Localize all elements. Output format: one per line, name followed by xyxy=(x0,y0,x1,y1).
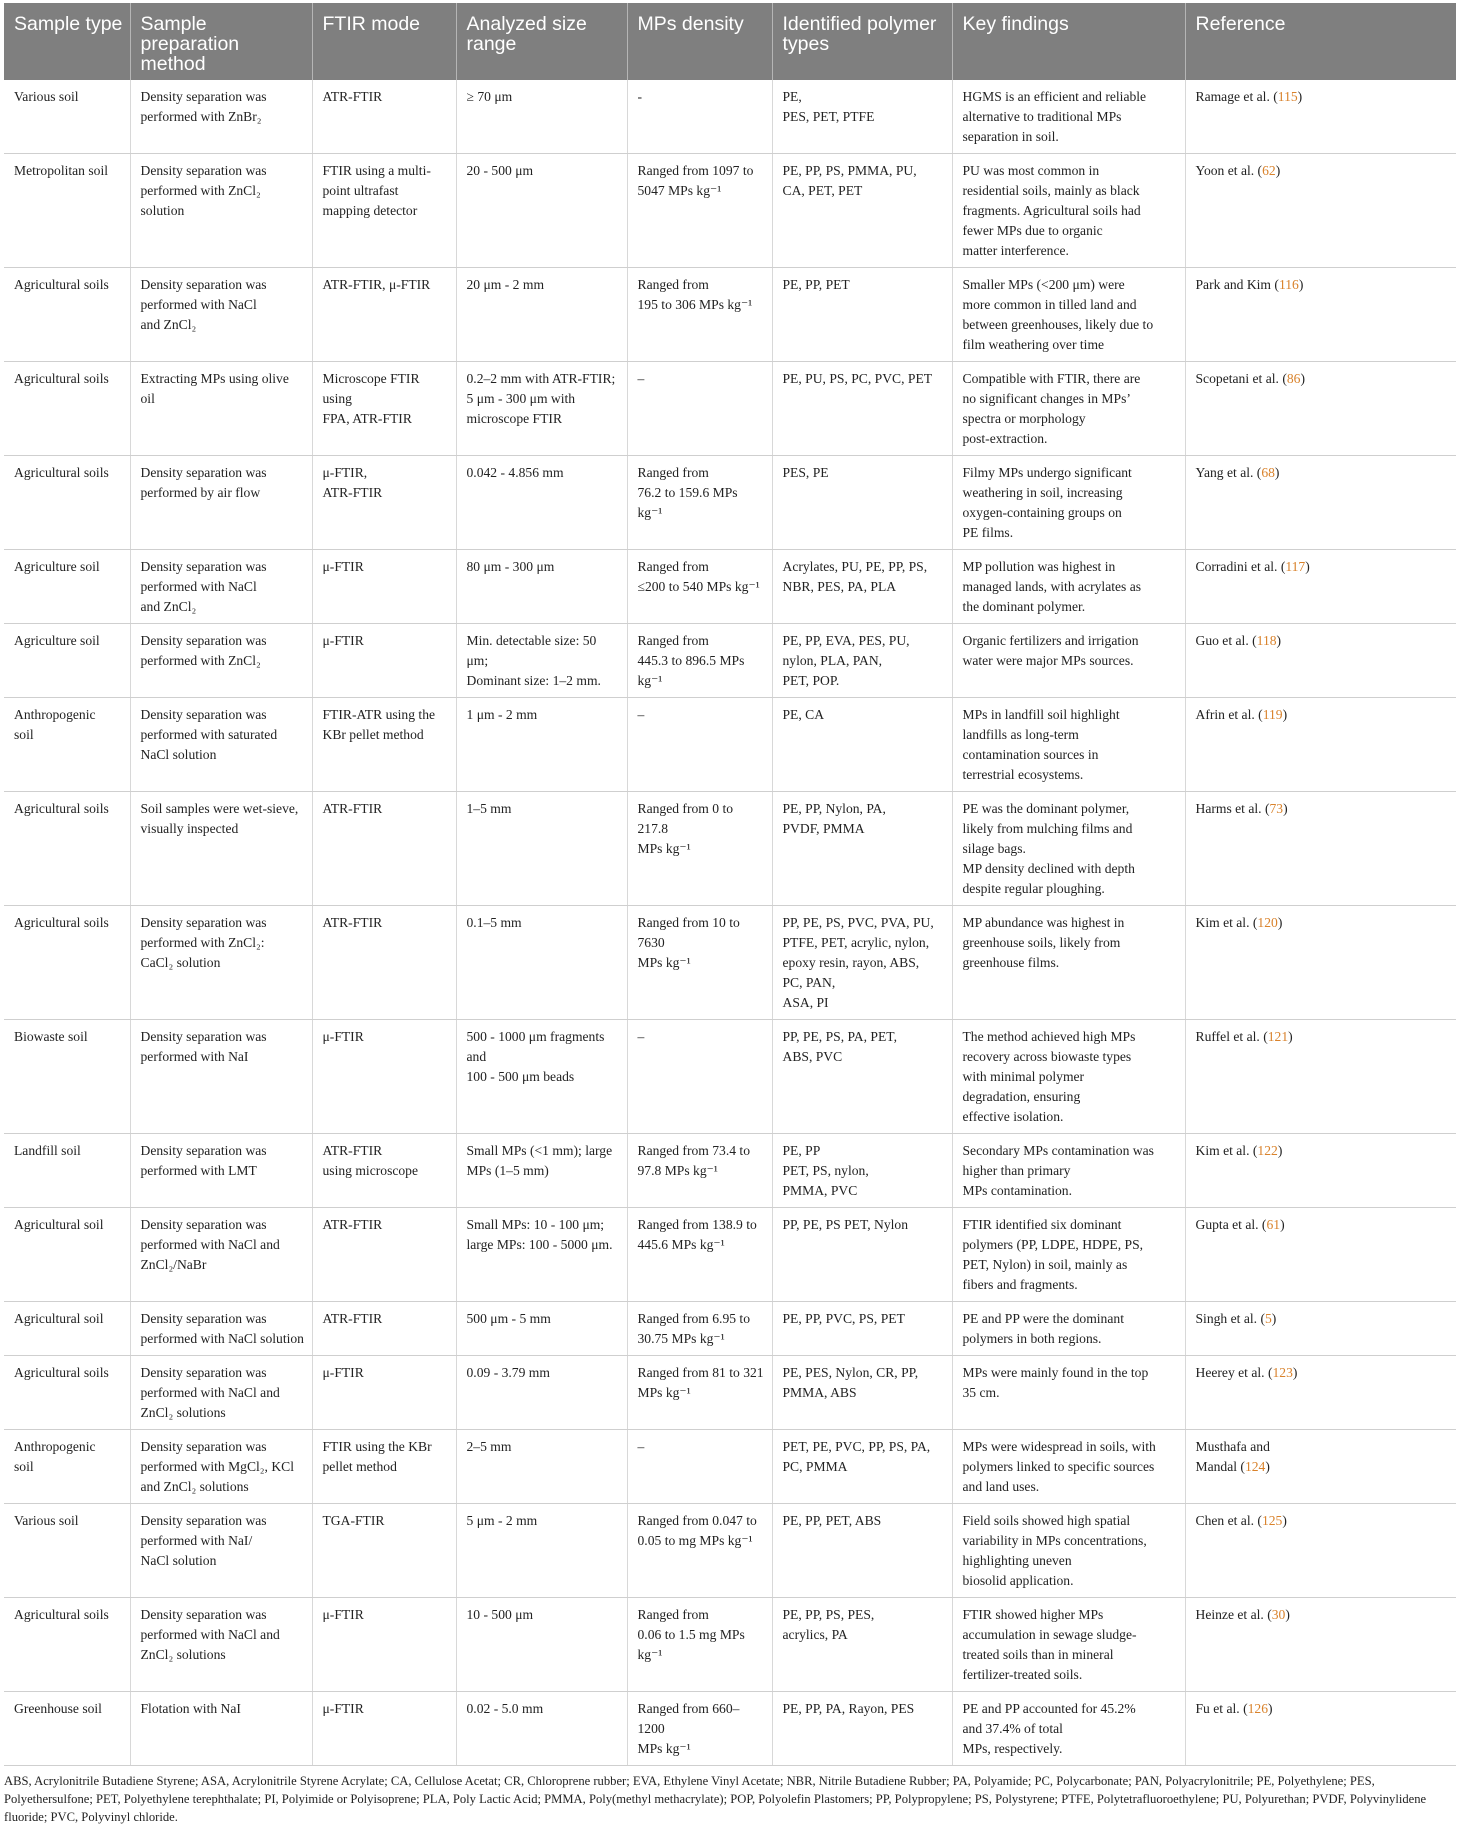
preparation-cell: Density separation was performed with ZnCl₂ xyxy=(130,624,312,698)
table-row xyxy=(4,80,1456,154)
reference-cell xyxy=(1185,624,1456,698)
ftir-mode-cell: FTIR using a multi- point ultrafast mapping detector xyxy=(312,154,456,268)
preparation-cell: Density separation was performed with MgCl₂, KCl and ZnCl₂ solutions xyxy=(130,1430,312,1504)
polymer-types-cell: PE, PP, PET xyxy=(772,268,952,362)
key-findings-cell: HGMS is an efficient and reliable alternative to traditional MPs separation in soil. xyxy=(952,80,1185,154)
table-row xyxy=(4,906,1456,1020)
polymer-types-cell: PP, PE, PS, PA, PET, ABS, PVC xyxy=(772,1020,952,1134)
ftir-mode-cell: μ-FTIR, ATR-FTIR xyxy=(312,456,456,550)
polymer-types-cell: PE, PP, PET, ABS xyxy=(772,1504,952,1598)
preparation-cell: Density separation was performed with NaCl solution xyxy=(130,1302,312,1356)
reference-number-link[interactable]: 125 xyxy=(1261,1513,1283,1528)
polymer-types-cell: PE, PP PET, PS, nylon, PMMA, PVC xyxy=(772,1134,952,1208)
header-ftir-mode: FTIR mode xyxy=(312,3,456,80)
mps-density-cell: Ranged from 138.9 to 445.6 MPs kg⁻¹ xyxy=(627,1208,772,1302)
polymer-types-cell: PE, PP, PS, PMMA, PU, CA, PET, PET xyxy=(772,154,952,268)
ftir-mode-cell: μ-FTIR xyxy=(312,1598,456,1692)
ftir-mode-cell: ATR-FTIR xyxy=(312,792,456,906)
mps-density-cell: – xyxy=(627,362,772,456)
reference-author: Ruffel et al. ( xyxy=(1195,1029,1268,1044)
table-row xyxy=(4,1504,1456,1598)
table-row xyxy=(4,456,1456,550)
table-row xyxy=(4,624,1456,698)
reference-author: Scopetani et al. ( xyxy=(1195,371,1287,386)
sample-type-cell: Anthropogenic soil xyxy=(4,1430,130,1504)
size-range-cell: 1–5 mm xyxy=(456,792,627,906)
size-range-cell: ≥ 70 μm xyxy=(456,80,627,154)
reference-author: Kim et al. ( xyxy=(1195,915,1258,930)
mps-density-cell: Ranged from 81 to 321 MPs kg⁻¹ xyxy=(627,1356,772,1430)
ftir-mode-cell: ATR-FTIR xyxy=(312,906,456,1020)
polymer-types-cell: PES, PE xyxy=(772,456,952,550)
reference-close-paren: ) xyxy=(1268,1701,1273,1716)
size-range-cell: 5 μm - 2 mm xyxy=(456,1504,627,1598)
reference-cell xyxy=(1185,1020,1456,1134)
polymer-types-cell: PE, PES, PET, PTFE xyxy=(772,80,952,154)
ftir-mode-cell: μ-FTIR xyxy=(312,1692,456,1766)
reference-cell xyxy=(1185,1692,1456,1766)
sample-type-cell: Biowaste soil xyxy=(4,1020,130,1134)
ftir-mode-cell: ATR-FTIR xyxy=(312,1302,456,1356)
sample-type-cell: Agricultural soils xyxy=(4,1598,130,1692)
size-range-cell: 0.1–5 mm xyxy=(456,906,627,1020)
preparation-cell: Flotation with NaI xyxy=(130,1692,312,1766)
reference-close-paren: ) xyxy=(1280,1217,1285,1232)
key-findings-cell: FTIR showed higher MPs accumulation in sewage sludge- treated soils than in mineral fertilizer-treated soils. xyxy=(952,1598,1185,1692)
sample-type-cell: Agricultural soil xyxy=(4,1208,130,1302)
reference-author: Yoon et al. ( xyxy=(1195,163,1263,178)
table-row xyxy=(4,1430,1456,1504)
size-range-cell: 10 - 500 μm xyxy=(456,1598,627,1692)
sample-type-cell: Greenhouse soil xyxy=(4,1692,130,1766)
ftir-mode-cell: ATR-FTIR xyxy=(312,1208,456,1302)
sample-type-cell: Agricultural soils xyxy=(4,456,130,550)
reference-author: Afrin et al. ( xyxy=(1195,707,1263,722)
reference-cell xyxy=(1185,1134,1456,1208)
reference-number-link[interactable]: 120 xyxy=(1257,915,1278,930)
size-range-cell: 0.042 - 4.856 mm xyxy=(456,456,627,550)
mps-density-cell: Ranged from 10 to 7630 MPs kg⁻¹ xyxy=(627,906,772,1020)
reference-close-paren: ) xyxy=(1276,633,1282,648)
reference-author: Corradini et al. ( xyxy=(1195,559,1286,574)
table-row xyxy=(4,1134,1456,1208)
preparation-cell: Soil samples were wet-sieve, visually inspected xyxy=(130,792,312,906)
header-reference: Reference xyxy=(1185,3,1456,80)
polymer-types-cell: PE, PP, Nylon, PA, PVDF, PMMA xyxy=(772,792,952,906)
reference-close-paren: ) xyxy=(1300,371,1305,386)
table-row xyxy=(4,1302,1456,1356)
reference-cell xyxy=(1185,1598,1456,1692)
mps-density-cell: - xyxy=(627,80,772,154)
preparation-cell: Density separation was performed with saturated NaCl solution xyxy=(130,698,312,792)
ftir-mode-cell: FTIR using the KBr pellet method xyxy=(312,1430,456,1504)
size-range-cell: 80 μm - 300 μm xyxy=(456,550,627,624)
table-container xyxy=(4,3,1456,1826)
sample-type-cell: Agriculture soil xyxy=(4,624,130,698)
reference-author: Gupta et al. ( xyxy=(1195,1217,1267,1232)
reference-cell xyxy=(1185,1430,1456,1504)
preparation-cell: Density separation was performed with NaI xyxy=(130,1020,312,1134)
mps-density-cell: Ranged from 660–1200 MPs kg⁻¹ xyxy=(627,1692,772,1766)
polymer-types-cell: PE, PU, PS, PC, PVC, PET xyxy=(772,362,952,456)
key-findings-cell: Compatible with FTIR, there are no significant changes in MPs’ spectra or morphology post-extraction. xyxy=(952,362,1185,456)
ftir-mode-cell: μ-FTIR xyxy=(312,1020,456,1134)
table-body xyxy=(4,80,1456,1766)
key-findings-cell: Field soils showed high spatial variability in MPs concentrations, highlighting uneven biosolid application. xyxy=(952,1504,1185,1598)
table-row xyxy=(4,362,1456,456)
polymer-types-cell: PP, PE, PS, PVC, PVA, PU, PTFE, PET, acrylic, nylon, epoxy resin, rayon, ABS, PC, PAN, ASA, PI xyxy=(772,906,952,1020)
polymer-types-cell: PE, PP, PS, PES, acrylics, PA xyxy=(772,1598,952,1692)
reference-close-paren: ) xyxy=(1282,1513,1287,1528)
reference-close-paren: ) xyxy=(1288,1029,1293,1044)
reference-number-link[interactable]: 124 xyxy=(1244,1459,1266,1474)
mps-density-cell: – xyxy=(627,1430,772,1504)
key-findings-cell: MPs in landfill soil highlight landfills as long-term contamination sources in terrestrial ecosystems. xyxy=(952,698,1185,792)
reference-author: Yang et al. ( xyxy=(1195,465,1262,480)
key-findings-cell: The method achieved high MPs recovery across biowaste types with minimal polymer degradation, ensuring effective isolation. xyxy=(952,1020,1185,1134)
mps-ftir-table xyxy=(4,3,1456,1766)
reference-author: Musthafa and Mandal ( xyxy=(1195,1439,1270,1474)
reference-close-paren: ) xyxy=(1277,1143,1283,1158)
table-row xyxy=(4,1208,1456,1302)
reference-number-link[interactable]: 118 xyxy=(1256,633,1277,648)
table-row xyxy=(4,792,1456,906)
size-range-cell: 0.02 - 5.0 mm xyxy=(456,1692,627,1766)
mps-density-cell: Ranged from 1097 to 5047 MPs kg⁻¹ xyxy=(627,154,772,268)
mps-density-cell: Ranged from 76.2 to 159.6 MPs kg⁻¹ xyxy=(627,456,772,550)
reference-close-paren: ) xyxy=(1282,707,1288,722)
key-findings-cell: PE and PP were the dominant polymers in both regions. xyxy=(952,1302,1185,1356)
size-range-cell: 20 - 500 μm xyxy=(456,154,627,268)
sample-type-cell: Various soil xyxy=(4,80,130,154)
reference-number-link[interactable]: 62 xyxy=(1262,163,1276,178)
reference-cell xyxy=(1185,550,1456,624)
sample-type-cell: Agricultural soil xyxy=(4,1302,130,1356)
sample-type-cell: Agricultural soils xyxy=(4,906,130,1020)
mps-density-cell: Ranged from 445.3 to 896.5 MPs kg⁻¹ xyxy=(627,624,772,698)
reference-author: Park and Kim ( xyxy=(1195,277,1279,292)
reference-cell xyxy=(1185,698,1456,792)
preparation-cell: Density separation was performed with LMT xyxy=(130,1134,312,1208)
mps-density-cell: Ranged from 73.4 to 97.8 MPs kg⁻¹ xyxy=(627,1134,772,1208)
reference-cell xyxy=(1185,456,1456,550)
reference-number-link[interactable]: 68 xyxy=(1261,465,1275,480)
reference-close-paren: ) xyxy=(1297,89,1303,104)
polymer-types-cell: PET, PE, PVC, PP, PS, PA, PC, PMMA xyxy=(772,1430,952,1504)
reference-cell xyxy=(1185,1504,1456,1598)
polymer-types-cell: PE, CA xyxy=(772,698,952,792)
sample-type-cell: Metropolitan soil xyxy=(4,154,130,268)
sample-type-cell: Agricultural soils xyxy=(4,1356,130,1430)
reference-close-paren: ) xyxy=(1292,1365,1298,1380)
polymer-types-cell: PE, PP, EVA, PES, PU, nylon, PLA, PAN, PET, POP. xyxy=(772,624,952,698)
reference-number-link[interactable]: 119 xyxy=(1262,707,1283,722)
key-findings-cell: MP pollution was highest in managed lands, with acrylates as the dominant polymer. xyxy=(952,550,1185,624)
ftir-mode-cell: μ-FTIR xyxy=(312,1356,456,1430)
key-findings-cell: MPs were widespread in soils, with polymers linked to specific sources and land uses. xyxy=(952,1430,1185,1504)
polymer-types-cell: Acrylates, PU, PE, PP, PS, NBR, PES, PA, PLA xyxy=(772,550,952,624)
header-sample-preparation: Sample preparation method xyxy=(130,3,312,80)
size-range-cell: 1 μm - 2 mm xyxy=(456,698,627,792)
sample-type-cell: Agricultural soils xyxy=(4,268,130,362)
reference-number-link[interactable]: 126 xyxy=(1247,1701,1268,1716)
key-findings-cell: PU was most common in residential soils, mainly as black fragments. Agricultural soils had fewer MPs due to organic matter interference. xyxy=(952,154,1185,268)
sample-type-cell: Agriculture soil xyxy=(4,550,130,624)
reference-cell xyxy=(1185,362,1456,456)
size-range-cell: 20 μm - 2 mm xyxy=(456,268,627,362)
reference-number-link[interactable]: 122 xyxy=(1257,1143,1278,1158)
ftir-mode-cell: μ-FTIR xyxy=(312,550,456,624)
key-findings-cell: MPs were mainly found in the top 35 cm. xyxy=(952,1356,1185,1430)
header-row xyxy=(4,3,1456,80)
size-range-cell: 0.09 - 3.79 mm xyxy=(456,1356,627,1430)
reference-number-link[interactable]: 117 xyxy=(1285,559,1306,574)
preparation-cell: Density separation was performed with NaCl and ZnCl₂ solutions xyxy=(130,1356,312,1430)
sample-type-cell: Agricultural soils xyxy=(4,792,130,906)
table-row xyxy=(4,268,1456,362)
mps-density-cell: Ranged from 195 to 306 MPs kg⁻¹ xyxy=(627,268,772,362)
key-findings-cell: PE and PP accounted for 45.2% and 37.4% of total MPs, respectively. xyxy=(952,1692,1185,1766)
reference-cell xyxy=(1185,906,1456,1020)
ftir-mode-cell: FTIR-ATR using the KBr pellet method xyxy=(312,698,456,792)
reference-number-link[interactable]: 5 xyxy=(1264,1311,1272,1326)
mps-density-cell: Ranged from 0.047 to 0.05 to mg MPs kg⁻¹ xyxy=(627,1504,772,1598)
reference-number-link[interactable]: 123 xyxy=(1272,1365,1293,1380)
table-header xyxy=(4,3,1456,80)
table-row xyxy=(4,1020,1456,1134)
header-size-range: Analyzed size range xyxy=(456,3,627,80)
preparation-cell: Density separation was performed with NaCl and ZnCl₂ xyxy=(130,550,312,624)
polymer-types-cell: PP, PE, PS PET, Nylon xyxy=(772,1208,952,1302)
ftir-mode-cell: ATR-FTIR xyxy=(312,80,456,154)
preparation-cell: Density separation was performed with ZnCl₂: CaCl₂ solution xyxy=(130,906,312,1020)
mps-density-cell: Ranged from 6.95 to 30.75 MPs kg⁻¹ xyxy=(627,1302,772,1356)
preparation-cell: Density separation was performed with ZnCl₂ solution xyxy=(130,154,312,268)
reference-cell xyxy=(1185,154,1456,268)
ftir-mode-cell: Microscope FTIR using FPA, ATR-FTIR xyxy=(312,362,456,456)
reference-close-paren: ) xyxy=(1271,1311,1277,1326)
size-range-cell: 500 - 1000 μm fragments and 100 - 500 μm beads xyxy=(456,1020,627,1134)
ftir-mode-cell: ATR-FTIR, μ-FTIR xyxy=(312,268,456,362)
reference-number-link[interactable]: 61 xyxy=(1266,1217,1281,1232)
header-mps-density: MPs density xyxy=(627,3,772,80)
reference-close-paren: ) xyxy=(1283,801,1288,816)
ftir-mode-cell: μ-FTIR xyxy=(312,624,456,698)
reference-author: Kim et al. ( xyxy=(1195,1143,1258,1158)
mps-density-cell: – xyxy=(627,1020,772,1134)
ftir-mode-cell: ATR-FTIR using microscope xyxy=(312,1134,456,1208)
ftir-mode-cell: TGA-FTIR xyxy=(312,1504,456,1598)
reference-number-link[interactable]: 86 xyxy=(1286,371,1301,386)
size-range-cell: 500 μm - 5 mm xyxy=(456,1302,627,1356)
key-findings-cell: PE was the dominant polymer, likely from mulching films and silage bags. MP density declined with depth despite regular ploughing. xyxy=(952,792,1185,906)
preparation-cell: Density separation was performed with NaCl and ZnCl₂ solutions xyxy=(130,1598,312,1692)
reference-close-paren: ) xyxy=(1274,465,1280,480)
key-findings-cell: Filmy MPs undergo significant weathering in soil, increasing oxygen-containing groups on PE films. xyxy=(952,456,1185,550)
reference-close-paren: ) xyxy=(1285,1607,1290,1622)
reference-number-link[interactable]: 73 xyxy=(1269,801,1284,816)
preparation-cell: Extracting MPs using olive oil xyxy=(130,362,312,456)
size-range-cell: 2–5 mm xyxy=(456,1430,627,1504)
reference-cell xyxy=(1185,1302,1456,1356)
reference-number-link[interactable]: 115 xyxy=(1277,89,1298,104)
table-row xyxy=(4,698,1456,792)
key-findings-cell: Smaller MPs (<200 μm) were more common in tilled land and between greenhouses, likely due to film weathering over time xyxy=(952,268,1185,362)
size-range-cell: Small MPs: 10 - 100 μm; large MPs: 100 - 5000 μm. xyxy=(456,1208,627,1302)
table-footnote: ABS, Acrylonitrile Butadiene Styrene; ASA, Acrylonitrile Styrene Acrylate; CA, Cellulose Acetat; CR, Chloroprene rubber; EVA, Ethylene Vinyl Acetate; NBR, Nitrile Butadiene Rubber; PA, Polyamide; PC, Polycarbonate; PAN, Polyacrylonitrile; PE, Polyethylene; PES, Polyethersulfone; PET, Polyethylene terephthalate; PI, Polyimide or Polyisoprene; PLA, Poly Lactic Acid; PMMA, Poly(methyl methacrylate); POP, Polyolefin Plastomers; PP, Polypropylene; PS, Polystyrene; PTFE, Polytetrafluoroethylene; PU, Polyurethan; PVDF, Polyvinylidene fluoride; PVC, Polyvinyl chloride. xyxy=(4,1774,1427,1824)
mps-density-cell: Ranged from ≤200 to 540 MPs kg⁻¹ xyxy=(627,550,772,624)
polymer-types-cell: PE, PP, PA, Rayon, PES xyxy=(772,1692,952,1766)
reference-cell xyxy=(1185,1208,1456,1302)
table-row xyxy=(4,154,1456,268)
preparation-cell: Density separation was performed by air flow xyxy=(130,456,312,550)
reference-close-paren: ) xyxy=(1265,1459,1270,1474)
reference-author: Heerey et al. ( xyxy=(1195,1365,1273,1380)
table-row xyxy=(4,1598,1456,1692)
polymer-types-cell: PE, PP, PVC, PS, PET xyxy=(772,1302,952,1356)
reference-number-link[interactable]: 116 xyxy=(1278,277,1299,292)
reference-number-link[interactable]: 30 xyxy=(1271,1607,1286,1622)
table-row xyxy=(4,1692,1456,1766)
preparation-cell: Density separation was performed with NaCl and ZnCl₂/NaBr xyxy=(130,1208,312,1302)
table-row xyxy=(4,550,1456,624)
reference-cell xyxy=(1185,268,1456,362)
key-findings-cell: Organic fertilizers and irrigation water were major MPs sources. xyxy=(952,624,1185,698)
mps-density-cell: Ranged from 0.06 to 1.5 mg MPs kg⁻¹ xyxy=(627,1598,772,1692)
reference-cell xyxy=(1185,1356,1456,1430)
reference-author: Fu et al. ( xyxy=(1195,1701,1248,1716)
header-polymer-types: Identified polymer types xyxy=(772,3,952,80)
mps-density-cell: Ranged from 0 to 217.8 MPs kg⁻¹ xyxy=(627,792,772,906)
reference-cell xyxy=(1185,792,1456,906)
preparation-cell: Density separation was performed with NaI/ NaCl solution xyxy=(130,1504,312,1598)
reference-number-link[interactable]: 121 xyxy=(1267,1029,1289,1044)
sample-type-cell: Anthropogenic soil xyxy=(4,698,130,792)
reference-author: Singh et al. ( xyxy=(1195,1311,1265,1326)
reference-close-paren: ) xyxy=(1298,277,1304,292)
reference-author: Guo et al. ( xyxy=(1195,633,1257,648)
header-key-findings: Key findings xyxy=(952,3,1185,80)
mps-density-cell: – xyxy=(627,698,772,792)
reference-author: Chen et al. ( xyxy=(1195,1513,1262,1528)
reference-author: Harms et al. ( xyxy=(1195,801,1270,816)
reference-close-paren: ) xyxy=(1277,915,1283,930)
preparation-cell: Density separation was performed with ZnBr₂ xyxy=(130,80,312,154)
sample-type-cell: Agricultural soils xyxy=(4,362,130,456)
key-findings-cell: MP abundance was highest in greenhouse soils, likely from greenhouse films. xyxy=(952,906,1185,1020)
sample-type-cell: Various soil xyxy=(4,1504,130,1598)
key-findings-cell: FTIR identified six dominant polymers (PP, LDPE, HDPE, PS, PET, Nylon) in soil, mainly as fibers and fragments. xyxy=(952,1208,1185,1302)
size-range-cell: Min. detectable size: 50 μm; Dominant size: 1–2 mm. xyxy=(456,624,627,698)
reference-cell xyxy=(1185,80,1456,154)
table-row xyxy=(4,1356,1456,1430)
reference-close-paren: ) xyxy=(1305,559,1310,574)
preparation-cell: Density separation was performed with NaCl and ZnCl₂ xyxy=(130,268,312,362)
size-range-cell: Small MPs (<1 mm); large MPs (1–5 mm) xyxy=(456,1134,627,1208)
size-range-cell: 0.2–2 mm with ATR-FTIR; 5 μm - 300 μm with microscope FTIR xyxy=(456,362,627,456)
key-findings-cell: Secondary MPs contamination was higher than primary MPs contamination. xyxy=(952,1134,1185,1208)
sample-type-cell: Landfill soil xyxy=(4,1134,130,1208)
polymer-types-cell: PE, PES, Nylon, CR, PP, PMMA, ABS xyxy=(772,1356,952,1430)
reference-close-paren: ) xyxy=(1275,163,1281,178)
reference-author: Ramage et al. ( xyxy=(1195,89,1278,104)
header-sample-type: Sample type xyxy=(4,3,130,80)
reference-author: Heinze et al. ( xyxy=(1195,1607,1272,1622)
